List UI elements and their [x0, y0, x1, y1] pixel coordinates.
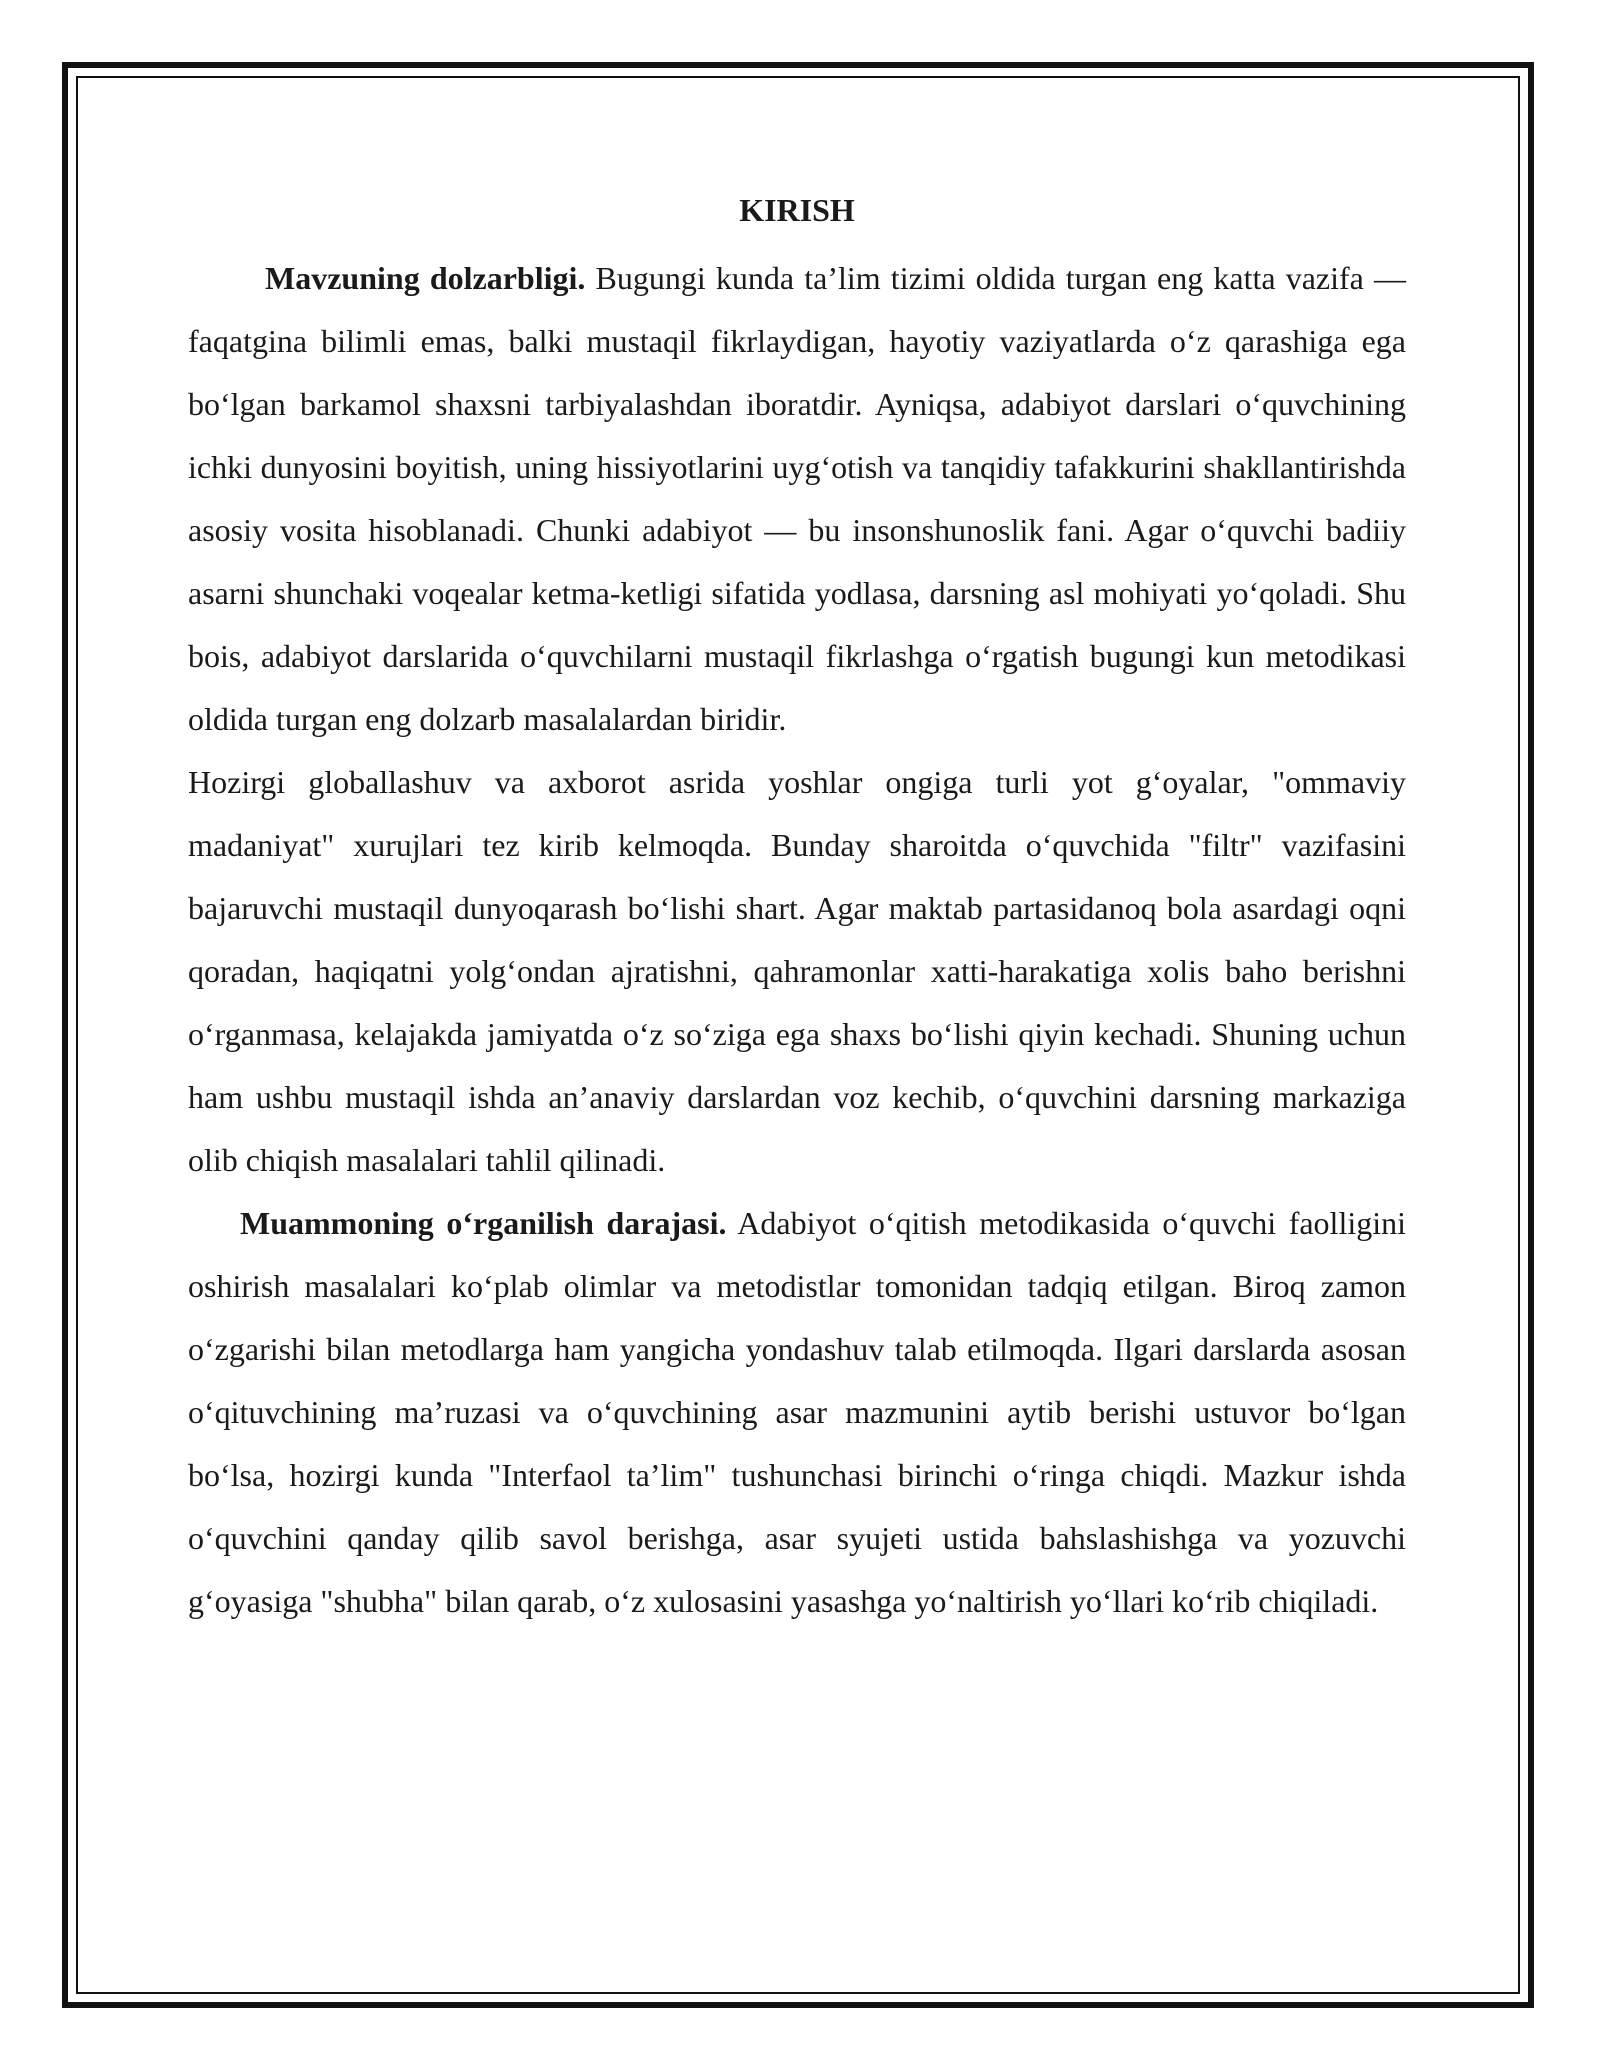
- paragraph-globalization: [188, 751, 1406, 1192]
- paragraph-lead-research-level: Muammoning o‘rganilish darajasi.: [240, 1205, 727, 1241]
- document-body: [188, 185, 1406, 1633]
- paragraph-text-research-level: Adabiyot o‘qitish metodikasida o‘quvchi faolligini oshirish masalalari ko‘plab olimlar va metodistlar tomonidan tadqiq etilgan. Biroq zamon o‘zgarishi bilan metodlarga ham yangicha yondashuv talab etilmoqda. Ilgari darslarda asosan o‘qituvchining ma’ruzasi va o‘quvchining asar mazmunini aytib berishi ustuvor bo‘lgan bo‘lsa, hozirgi kunda "Interfaol ta’lim" tushunchasi birinchi o‘ringa chiqdi. Mazkur ishda o‘quvchini qanday qilib savol berishga, asar syujeti ustida bahslashishga va yozuvchi g‘oyasiga "shubha" bilan qarab, o‘z xulosasini yasashga yo‘naltirish yo‘llari ko‘rib chiqiladi.: [188, 1205, 1406, 1619]
- paragraph-lead-relevance: Mavzuning dolzarbligi.: [265, 260, 586, 296]
- paragraph-text-relevance: Bugungi kunda ta’lim tizimi oldida turgan eng katta vazifa — faqatgina bilimli emas, balki mustaqil fikrlaydigan, hayotiy vaziyatlarda o‘z qarashiga ega bo‘lgan barkamol shaxsni tarbiyalashdan iboratdir. Ayniqsa, adabiyot darslari o‘quvchining ichki dunyosini boyitish, uning hissiyotlarini uyg‘otish va tanqidiy tafakkurini shakllantirishda asosiy vosita hisoblanadi. Chunki adabiyot — bu insonshunoslik fani. Agar o‘quvchi badiiy asarni shunchaki voqealar ketma-ketligi sifatida yodlasa, darsning asl mohiyati yo‘qoladi. Shu bois, adabiyot darslarida o‘quvchilarni mustaqil fikrlashga o‘rgatish bugungi kun metodikasi oldida turgan eng dolzarb masalalardan biridir.: [188, 260, 1407, 737]
- document-title: KIRISH: [739, 192, 855, 228]
- paragraph-text-globalization: Hozirgi globallashuv va axborot asrida yoshlar ongiga turli yot g‘oyalar, "ommaviy madaniyat" xurujlari tez kirib kelmoqda. Bunday sharoitda o‘quvchida "filtr" vazifasini bajaruvchi mustaqil dunyoqarash bo‘lishi shart. Agar maktab partasidanoq bola asardagi oqni qoradan, haqiqatni yolg‘ondan ajratishni, qahramonlar xatti-harakatiga xolis baho berishni o‘rganmasa, kelajakda jamiyatda o‘z so‘ziga ega shaxs bo‘lishi qiyin kechadi. Shuning uchun ham ushbu mustaqil ishda an’anaviy darslardan voz kechib, o‘quvchini darsning markaziga olib chiqish masalalari tahlil qilinadi.: [188, 764, 1406, 1178]
- paragraph-research-level: [188, 1192, 1406, 1633]
- paragraph-relevance: [188, 247, 1406, 751]
